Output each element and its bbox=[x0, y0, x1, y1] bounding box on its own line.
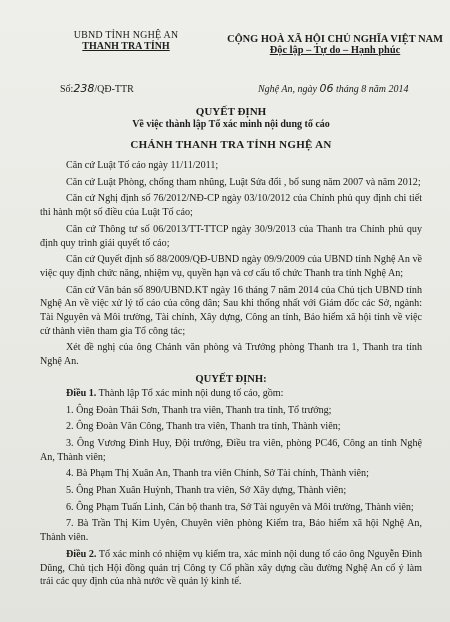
member-item: 5. Ông Phan Xuân Huỳnh, Thanh tra viên, Sở Xây dựng, Thành viên; bbox=[66, 485, 347, 497]
issuing-agency bbox=[66, 30, 186, 52]
basis-paragraph: Căn cứ Quyết định số 88/2009/QĐ-UBND ngày 09/9/2009 của UBND tỉnh Nghệ An về việc quy định chức năng, nhiệm vụ, quyền hạn và cơ cấu tổ chức Thanh tra tỉnh Nghệ An; bbox=[40, 254, 422, 279]
member-item: 1. Ông Đoàn Thái Sơn, Thanh tra viên, Thanh tra tỉnh, Tổ trưởng; bbox=[66, 404, 332, 416]
basis-paragraph: Căn cứ Nghị định số 76/2012/NĐ-CP ngày 03/10/2012 của Chính phủ quy định chi tiết thi hành một số điều của Luật Tố cáo; bbox=[40, 193, 422, 219]
docno-prefix: Số: bbox=[60, 84, 74, 95]
member-item: 7. Bà Trần Thị Kim Uyên, Chuyên viên phòng Kiểm tra, Bảo hiểm xã hội Nghệ An, Thành viên. bbox=[40, 518, 422, 544]
document-header bbox=[40, 30, 443, 86]
docno-handwritten: 238 bbox=[73, 82, 95, 95]
place-suffix: tháng 8 năm 2014 bbox=[335, 84, 409, 95]
basis-paragraph: Căn cứ Văn bản số 890/UBND.KT ngày 16 tháng 7 năm 2014 của Chủ tịch UBND tỉnh Nghệ An về việc xử lý tố cáo của công dân; Sau khi thống nhất với Giám đốc các Sở, ngành: Tài Nguyên và Môi trường, Tài chính, Xây dựng, Công an tỉnh, Bảo hiểm xã hội tỉnh về việc cử thành viên tham gia Tổ công tác; bbox=[40, 284, 422, 337]
basis-paragraph: Xét đề nghị của ông Chánh văn phòng và Trưởng phòng Thanh tra 1, Thanh tra tỉnh Nghệ An. bbox=[40, 342, 422, 368]
article-1-text: Thành lập Tổ xác minh nội dung tố cáo, gồm: bbox=[96, 387, 284, 399]
national-heading bbox=[215, 34, 450, 56]
decides-heading: QUYẾT ĐỊNH: bbox=[195, 373, 267, 385]
decision-subject: Về việc thành lập Tổ xác minh nội dung tố cáo bbox=[132, 119, 330, 130]
place-and-date bbox=[258, 82, 408, 95]
bases-section bbox=[40, 159, 422, 369]
article-1-label: Điều 1. bbox=[66, 387, 97, 399]
basis-paragraph: Căn cứ Thông tư số 06/2013/TT-TTCP ngày 30/9/2013 của Thanh tra Chính phủ quy định quy trình giải quyết tố cáo; bbox=[40, 223, 422, 249]
article-2-text bbox=[40, 548, 422, 589]
docno-suffix: /QĐ-TTR bbox=[94, 84, 134, 95]
place-prefix: Nghệ An, ngày bbox=[258, 84, 317, 95]
article-2 bbox=[40, 548, 422, 589]
number-date-row bbox=[40, 82, 422, 114]
issuing-authority: CHÁNH THANH TRA TỈNH NGHỆ AN bbox=[130, 139, 332, 151]
member-item: 6. Ông Phạm Tuấn Linh, Cán bộ thanh tra, Sở Tài nguyên và Môi trường, Thành viên; bbox=[66, 501, 414, 513]
article-1 bbox=[40, 387, 422, 545]
member-item: 2. Ông Đoàn Văn Công, Thanh tra viên, Thanh tra tỉnh, Thành viên; bbox=[66, 421, 341, 433]
article-1-intro bbox=[40, 387, 422, 401]
national-motto: Độc lập – Tự do – Hạnh phúc bbox=[269, 45, 401, 56]
document-number bbox=[60, 82, 134, 95]
agency-name: THANH TRA TỈNH bbox=[82, 41, 170, 52]
place-day-handwritten: 06 bbox=[319, 82, 334, 95]
member-item: 3. Ông Vương Đình Huy, Đội trưởng, Điều tra viên, phòng PC46, Công an tỉnh Nghệ An, Thành viên; bbox=[40, 437, 422, 463]
nation-name: CỘNG HOÀ XÃ HỘI CHỦ NGHĨA VIỆT NAM bbox=[227, 34, 443, 45]
decision-title: QUYẾT ĐỊNH bbox=[195, 106, 267, 118]
member-item: 4. Bà Phạm Thị Xuân An, Thanh tra viên Chính, Sở Tài chính, Thành viên; bbox=[66, 468, 369, 480]
basis-paragraph: Căn cứ Luật Tố cáo ngày 11/11/2011; bbox=[66, 160, 219, 171]
basis-paragraph: Căn cứ Luật Phòng, chống tham nhũng, Luật Sửa đổi , bổ sung năm 2007 và năm 2012; bbox=[66, 176, 421, 188]
article-2-body: Tổ xác minh có nhiệm vụ kiểm tra, xác minh nội dung tố cáo ông Nguyễn Đình Dũng, Chủ tịch Hội đồng quản trị Công ty Cổ phần xây dựng cầu đường Nghệ An cố ý làm trái các quy định của nhà nước về quản lý kinh tế. bbox=[40, 548, 423, 588]
agency-parent: UBND TỈNH NGHỆ AN bbox=[73, 30, 179, 41]
article-2-label: Điều 2. bbox=[66, 548, 97, 560]
